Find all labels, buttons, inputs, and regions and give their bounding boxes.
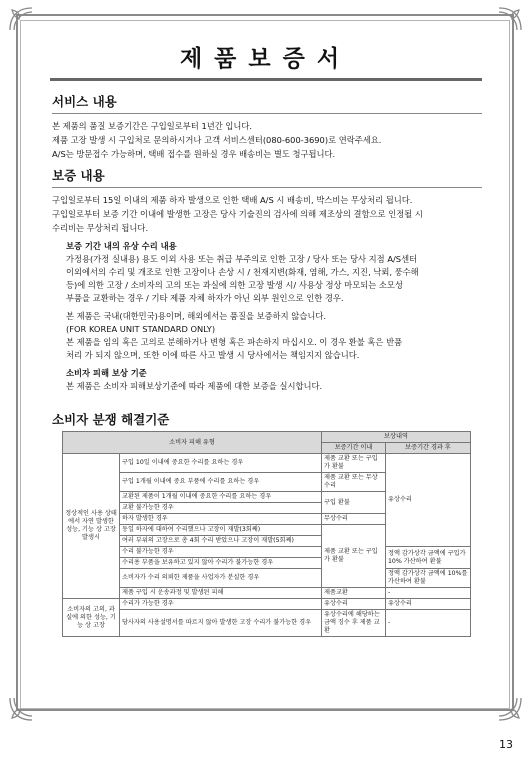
table-cell: 구입 환불 bbox=[322, 492, 386, 514]
table-cell: 교환된 제품이 1개월 이내에 중요한 수리를 요하는 경우 bbox=[120, 492, 322, 503]
corner-ornament-icon bbox=[497, 696, 523, 722]
table-cell: - bbox=[386, 610, 471, 637]
dispute-heading: 소비자 분쟁 해결기준 bbox=[52, 412, 170, 427]
domestic-line: 본 제품을 임의 혹은 고의로 분해하거나 변형 혹은 파손하지 마십시오. 이 경우 환불 혹은 반품 bbox=[66, 337, 403, 347]
table-cell: 동일 하자에 대하여 수리했으나 고장이 재발(3회째) bbox=[120, 525, 322, 536]
service-heading: 서비스 내용 bbox=[52, 94, 117, 109]
corner-ornament-icon bbox=[497, 6, 523, 32]
header-compensation: 보상내역 bbox=[322, 432, 471, 443]
table-cell: - bbox=[386, 588, 471, 599]
consumer-standard-title: 소비자 피해 보상 기준 bbox=[66, 368, 147, 378]
table-cell: 제품 교환 또는 구입가 환불 bbox=[322, 525, 386, 588]
domestic-line: (FOR KOREA UNIT STANDARD ONLY) bbox=[66, 324, 216, 334]
warranty-heading: 보증 내용 bbox=[52, 168, 105, 183]
paid-repair-line: 등)에 의한 고장 / 소비자의 고의 또는 과실에 의한 고장 발생 시/ 사용상 정상 마모되는 소모성 bbox=[66, 280, 403, 290]
paid-repair-line: 부품을 교환하는 경우 / 기타 제품 자체 하자가 아닌 외부 원인으로 인한 경우. bbox=[66, 293, 344, 303]
header-damage-type: 소비자 피해 유형 bbox=[63, 432, 322, 454]
warranty-line: 구입일로부터 보증 기간 이내에 발생한 고장은 당사 기술진의 검사에 의해 제조상의 결함으로 인정될 시 bbox=[52, 209, 423, 219]
table-row bbox=[63, 610, 471, 637]
consumer-standard-line: 본 제품은 소비자 피해보상기준에 따라 제품에 대한 보증을 실시합니다. bbox=[66, 381, 323, 391]
paid-repair-title: 보증 기간 내의 유상 수리 내용 bbox=[66, 241, 177, 251]
table-cell: 수리가 가능한 경우 bbox=[120, 599, 322, 610]
table-cell: 정액 감가상각 금액에 10%를 가산하여 환불 bbox=[386, 569, 471, 588]
dispute-section bbox=[52, 410, 482, 428]
table-cell: 제품교환 bbox=[322, 588, 386, 599]
group-normal-use-label: 정상적인 사용 상태에서 자연 발생한 성능, 기능 상 고장 발생시 bbox=[63, 454, 120, 599]
warranty-section bbox=[52, 166, 482, 393]
paid-repair-line: 이외에서의 수리 및 개조로 인한 고장이나 손상 시 / 천재지변(화재, 염해, 가스, 지진, 낙뢰, 풍수해 bbox=[66, 267, 419, 277]
table-cell: 수리 불가능한 경우 bbox=[120, 547, 322, 558]
page-number: 13 bbox=[499, 738, 513, 751]
table-cell: 수리용 부품을 보유하고 있지 않아 수리가 불가능한 경우 bbox=[120, 558, 322, 569]
title-divider bbox=[50, 78, 482, 81]
table-cell: 여러 부위의 고장으로 총 4회 수리 받았으나 고장이 재발(5회째) bbox=[120, 536, 322, 547]
table-cell: 유상수리 bbox=[322, 599, 386, 610]
table-cell: 당사자의 사용설명서를 따르지 않아 발생한 고장 수리가 불가능한 경우 bbox=[120, 610, 322, 637]
corner-ornament-icon bbox=[8, 6, 34, 32]
table-row bbox=[63, 588, 471, 599]
group-negligence-label: 소비자의 고의, 과실에 의한 성능, 기능 상 고장 bbox=[63, 599, 120, 637]
table-cell: 유상수리 bbox=[386, 454, 471, 547]
service-section bbox=[52, 92, 482, 161]
warranty-line: 수리비는 무상처리 됩니다. bbox=[52, 223, 149, 233]
table-cell: 구입 10일 이내에 중요한 수리를 요하는 경우 bbox=[120, 454, 322, 473]
paid-repair-line: 가정용(가정 실내용) 용도 이외 사용 또는 취급 부주의로 인한 고장 / 당사 또는 당사 지점 A/S센터 bbox=[66, 254, 418, 264]
table-cell: 무상수리 bbox=[322, 514, 386, 525]
service-line: A/S는 방문접수 가능하며, 택배 접수를 원하실 경우 배송비는 별도 청구됩니다. bbox=[52, 149, 336, 159]
table-header-row bbox=[63, 432, 471, 443]
header-within-period: 보증기간 이내 bbox=[322, 443, 386, 454]
section-divider bbox=[52, 113, 482, 114]
table-cell: 소비자가 수리 의뢰한 제품을 사업자가 분실한 경우 bbox=[120, 569, 322, 588]
domestic-line: 처리 가 되지 않으며, 또한 이에 따른 사고 발생 시 당사에서는 책임지지 않습니다. bbox=[66, 350, 360, 360]
table-cell: 정액 감가상각 금액에 구입가 10% 가산하여 환불 bbox=[386, 547, 471, 569]
table-row bbox=[63, 569, 471, 588]
table-cell: 제품 교환 또는 구입가 환불 bbox=[322, 454, 386, 473]
header-after-period: 보증기간 경과 후 bbox=[386, 443, 471, 454]
table-cell: 유상수리에 해당하는 금액 징수 후 제품 교환 bbox=[322, 610, 386, 637]
corner-ornament-icon bbox=[8, 696, 34, 722]
table-row bbox=[63, 454, 471, 473]
service-line: 본 제품의 품질 보증기간은 구입일로부터 1년간 입니다. bbox=[52, 121, 253, 131]
page-title: 제품보증서 bbox=[179, 46, 352, 72]
domestic-line: 본 제품은 국내(대한민국)용이며, 해외에서는 품질을 보증하지 않습니다. bbox=[66, 311, 327, 321]
table-cell: 제품 구입 시 운송과정 및 발생된 피해 bbox=[120, 588, 322, 599]
dispute-table bbox=[62, 431, 471, 637]
section-divider bbox=[52, 187, 482, 188]
table-cell: 제품 교환 또는 무상수리 bbox=[322, 473, 386, 492]
table-row bbox=[63, 599, 471, 610]
table-cell: 하자 발생한 경우 bbox=[120, 514, 322, 525]
table-cell: 교환 불가능한 경우 bbox=[120, 503, 322, 514]
warranty-line: 구입일로부터 15일 이내의 제품 하자 발생으로 인한 택배 A/S 시 배송비, 박스비는 무상처리 됩니다. bbox=[52, 195, 413, 205]
table-cell: 유상수리 bbox=[386, 599, 471, 610]
table-cell: 구입 1개월 이내에 중요 부품에 수리를 요하는 경우 bbox=[120, 473, 322, 492]
service-line: 제품 고장 발생 시 구입처로 문의하시거나 고객 서비스센터(080-600-3690)로 연락주세요. bbox=[52, 135, 382, 145]
table-row bbox=[63, 547, 471, 558]
